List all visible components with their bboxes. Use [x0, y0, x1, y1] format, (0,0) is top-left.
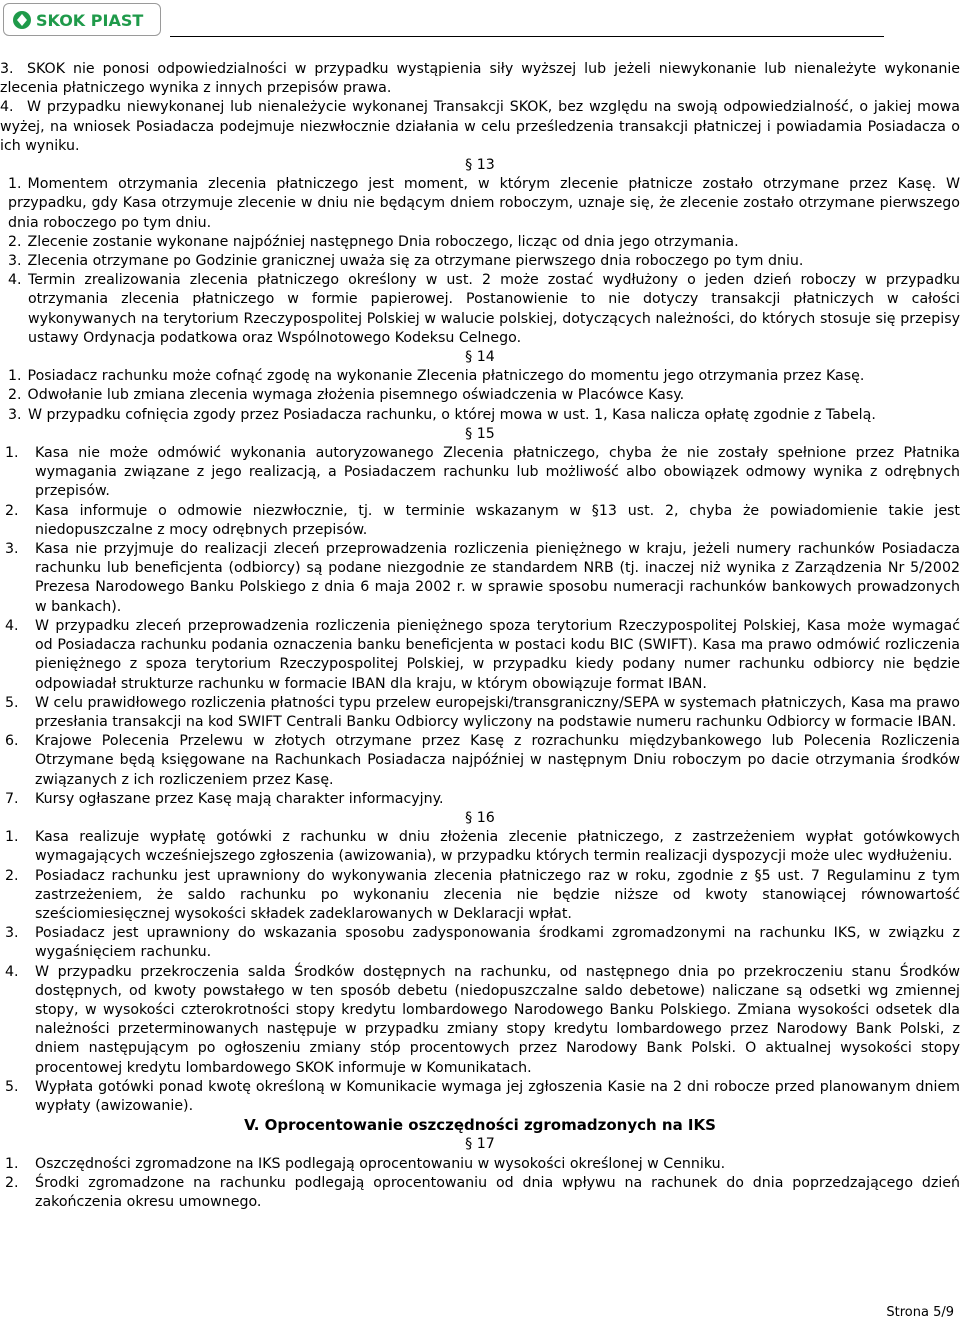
- item-number: 1.: [8, 176, 22, 193]
- item-number: 3.: [5, 541, 19, 558]
- item-number: 3.: [5, 925, 19, 942]
- list-item: [0, 367, 960, 386]
- list-item: [0, 924, 960, 962]
- list-item: [0, 98, 960, 156]
- list-item: [0, 732, 960, 790]
- item-number: 2.: [5, 867, 19, 884]
- section-label: § 13: [465, 157, 495, 174]
- item-text: Zlecenia otrzymane po Godzinie granicznej uważa się za otrzymane pierwszego dnia roboczego po tym dniu.: [27, 253, 804, 270]
- document-body: [0, 60, 960, 1212]
- item-number: 4.: [0, 99, 14, 116]
- item-number: 6.: [5, 733, 19, 750]
- list-item: [0, 60, 960, 98]
- item-number: 2.: [5, 502, 19, 519]
- item-text: Wypłata gotówki ponad kwotę określoną w Komunikacie wymaga jej zgłoszenia Kasie na 2 dni robocze przed planowanym dniem wypłaty (awizowanie).: [35, 1078, 960, 1114]
- item-number: 3.: [8, 253, 22, 270]
- list-item: [0, 1155, 960, 1174]
- skok-piast-logo: [3, 3, 161, 36]
- item-text: SKOK nie ponosi odpowiedzialności w przypadku wystąpienia siły wyższej lub jeżeli niewykonanie lub nienależyte wykonanie zlecenia płatniczego wynika z innych przepisów prawa.: [0, 61, 960, 97]
- section-label: § 17: [465, 1136, 495, 1153]
- item-text: W przypadku zleceń przeprowadzenia rozliczenia pieniężnego spoza terytorium Rzeczypospolitej Polskiej, Kasa może wymagać od Posiadacza rachunku podania oznaczenia banku beneficjenta w postaci kodu BIC (SWIFT). Kasa ma prawo odmówić rozliczenia pieniężnego z spoza terytorium Rzeczypospolitej Polskiej, w przypadku kiedy podany numer rachunku odbiorcy nie będzie odpowiadał strukturze rachunku w formacie IBAN dla kraju, w którym obowiązuje format IBAN.: [35, 617, 960, 692]
- item-text: Zlecenie zostanie wykonane najpóźniej następnego Dnia roboczego, licząc od dnia jego otrzymania.: [27, 233, 739, 250]
- item-text: Środki zgromadzone na rachunku podlegają oprocentowaniu od dnia wpływu na rachunek do dnia poprzedzającego dzień zakończenia okresu umownego.: [35, 1174, 960, 1210]
- page-header: [0, 0, 960, 40]
- list-item: [0, 1078, 960, 1116]
- item-number: 2.: [8, 233, 22, 250]
- list-item: [0, 790, 960, 809]
- item-text: W przypadku niewykonanej lub nienależycie wykonanej Transakcji SKOK, bez względu na swoją odpowiedzialność, o jakiej mowa wyżej, na wniosek Posiadacza podejmuje niezwłocznie działania w celu prześledzenia transakcji płatniczej i powiadamia Posiadacza o ich wyniku.: [0, 99, 960, 154]
- page-number: Strona 5/9: [886, 1305, 954, 1320]
- item-text: Termin zrealizowania zlecenia płatniczego określony w ust. 2 może zostać wydłużony o jeden dzień roboczy w przypadku otrzymania zlecenia płatniczego w formie papierowej. Postanowienie to nie dotyczy transakcji płatniczych w całości wykonywanych na terytorium Rzeczypospolitej Polskiej w walucie polskiej, dotyczących należności, do których stosuje się przepisy ustawy Ordynacja podatkowa oraz Wspólnotowego Kodeksu Celnego.: [28, 272, 960, 346]
- item-text: Posiadacz rachunku jest uprawniony do wykonywania zlecenia płatniczego raz w roku, zgodnie z §5 ust. 7 Regulaminu z tym zastrzeżeniem, że saldo rachunku po wykonaniu zlecenia nie będzie niższe od kwoty stanowiącej równowartość sześciomiesięcznej wysokości składek zadeklarowanych w Deklaracji wpłat.: [35, 867, 960, 922]
- section-label: § 15: [465, 425, 495, 442]
- logo-text: SKOK PIAST: [36, 10, 144, 30]
- list-item: [0, 406, 960, 425]
- item-text: Odwołanie lub zmiana zlecenia wymaga złożenia pisemnego oświadczenia w Placówce Kasy.: [27, 387, 685, 404]
- list-item: [0, 1174, 960, 1212]
- list-item: [0, 540, 960, 617]
- section-label: § 16: [465, 809, 495, 826]
- item-text: Oszczędności zgromadzone na IKS podlegają oprocentowaniu w wysokości określonej w Cenniku.: [35, 1155, 726, 1172]
- list-item: [0, 617, 960, 694]
- item-text: Momentem otrzymania zlecenia płatniczego jest moment, w którym zlecenie płatnicze zostało otrzymane przez Kasę. W przypadku, gdy Kasa otrzymuje zlecenie w dniu nie będącym dniem roboczym, uznaje się, że zlecenie zostało otrzymane pierwszego dnia roboczego po tym dniu.: [8, 176, 960, 231]
- list-item: [0, 233, 960, 252]
- item-number: 1.: [5, 445, 19, 462]
- item-number: 4.: [8, 272, 22, 289]
- list-item: [0, 867, 960, 925]
- list-item: [0, 502, 960, 540]
- item-number: 1.: [5, 829, 19, 846]
- item-text: Kasa nie przyjmuje do realizacji zleceń przeprowadzenia rozliczenia pieniężnego w kraju, jeżeli numery rachunków Posiadacza rachunku lub beneficjenta (odbiorcy) są podane niezgodnie ze standardem NRB (tj. inaczej niż wynika z Zarządzenia Nr 5/2002 Prezesa Narodowego Banku Polskiego z dnia 6 maja 2002 r. w sprawie sposobu numeracji rachunków bankowych prowadzonych w bankach).: [35, 541, 960, 615]
- item-number: 5.: [5, 694, 19, 711]
- item-text: Kasa realizuje wypłatę gotówki z rachunku w dniu złożenia zlecenie płatniczego, z zastrzeżeniem wypłat gotówkowych wymagających wcześniejszego zgłoszenia (awizowania), w przypadku których termin realizacji dyspozycji może ulec wydłużeniu.: [35, 829, 960, 865]
- item-number: 1.: [5, 1155, 19, 1172]
- list-item: [0, 963, 960, 1078]
- item-number: 4.: [5, 963, 19, 980]
- item-number: 2.: [5, 1174, 19, 1191]
- list-item: [0, 828, 960, 866]
- item-number: 3.: [8, 406, 22, 423]
- item-text: W przypadku cofnięcia zgody przez Posiadacza rachunku, o której mowa w ust. 1, Kasa nalicza opłatę zgodnie z Tabelą.: [28, 406, 876, 423]
- item-text: Krajowe Polecenia Przelewu w złotych otrzymane przez Kasę z rozrachunku międzybankowego lub Polecenia Rozliczenia Otrzymane będą księgowane na Rachunkach Posiadacza najpóźniej w następnym Dniu roboczym po dacie otrzymania środków związanych z ich rozliczeniem przez Kasę.: [35, 733, 960, 788]
- item-number: 4.: [5, 617, 19, 634]
- item-number: 1.: [8, 368, 22, 385]
- item-text: Kasa nie może odmówić wykonania autoryzowanego Zlecenia płatniczego, chyba że nie zostały spełnione przez Płatnika wymagania związane z jego realizacją, a Posiadaczem rachunku lub możliwość albo obowiązek odmowy wynika z odrębnych przepisów.: [35, 445, 960, 500]
- item-number: 5.: [5, 1078, 19, 1095]
- item-text: Kasa informuje o odmowie niezwłocznie, tj. w terminie wskazanym w §13 ust. 2, chyba że powiadomienie takie jest niedopuszczalne z mocy odrębnych przepisów.: [35, 502, 960, 538]
- item-number: 2.: [8, 387, 22, 404]
- item-text: Kursy ogłaszane przez Kasę mają charakter informacyjny.: [35, 790, 444, 807]
- item-number: 3.: [0, 61, 14, 77]
- item-text: W przypadku przekroczenia salda Środków dostępnych na rachunku, od następnego dnia po przekroczeniu stanu Środków dostępnych, od kwoty powstałego w ten sposób debetu (niedopuszczalne saldo debetowe) naliczane są odsetki wg zmiennej stopy, w wysokości czterokrotności stopy kredytu lombardowego Narodowego Banku Polskiego. Zmiana wysokości odsetek dla należności przeterminowanych następuje w przypadku zmiany stopy kredytu lombardowego przez Narodowy Bank Polski, z dniem następującym po ogłoszeniu zmiany stóp procentowych przez Narodowy Bank Polski. O aktualnej wysokości stopy procentowej kredytu lombardowego SKOK informuje w Komunikatach.: [35, 963, 960, 1076]
- item-text: Posiadacz jest uprawniony do wskazania sposobu zadysponowania środkami zgromadzonymi na rachunku IKS, w związku z wygaśnięciem rachunku.: [35, 925, 960, 961]
- chapter-heading: V. Oprocentowanie oszczędności zgromadzonych na IKS: [244, 1116, 716, 1135]
- item-text: Posiadacz rachunku może cofnąć zgodę na wykonanie Zlecenia płatniczego do momentu jego otrzymania przez Kasę.: [27, 368, 865, 385]
- list-item: [0, 694, 960, 732]
- section-label: § 14: [465, 349, 495, 366]
- header-rule: [170, 36, 884, 37]
- item-text: W celu prawidłowego rozliczenia płatności typu przelew europejski/transgraniczny/SEPA w systemach płatniczych, Kasa ma prawo przesłania transakcji na kod SWIFT Centrali Banku Odbiorcy wyliczony na podstawie numeru rachunku Odbiorcy w formacie IBAN.: [35, 694, 960, 730]
- list-item: [0, 252, 960, 271]
- list-item: [0, 271, 960, 348]
- logo-mark: [12, 9, 154, 31]
- list-item: [0, 444, 960, 502]
- list-item: [0, 175, 960, 233]
- item-number: 7.: [5, 790, 19, 807]
- list-item: [0, 386, 960, 405]
